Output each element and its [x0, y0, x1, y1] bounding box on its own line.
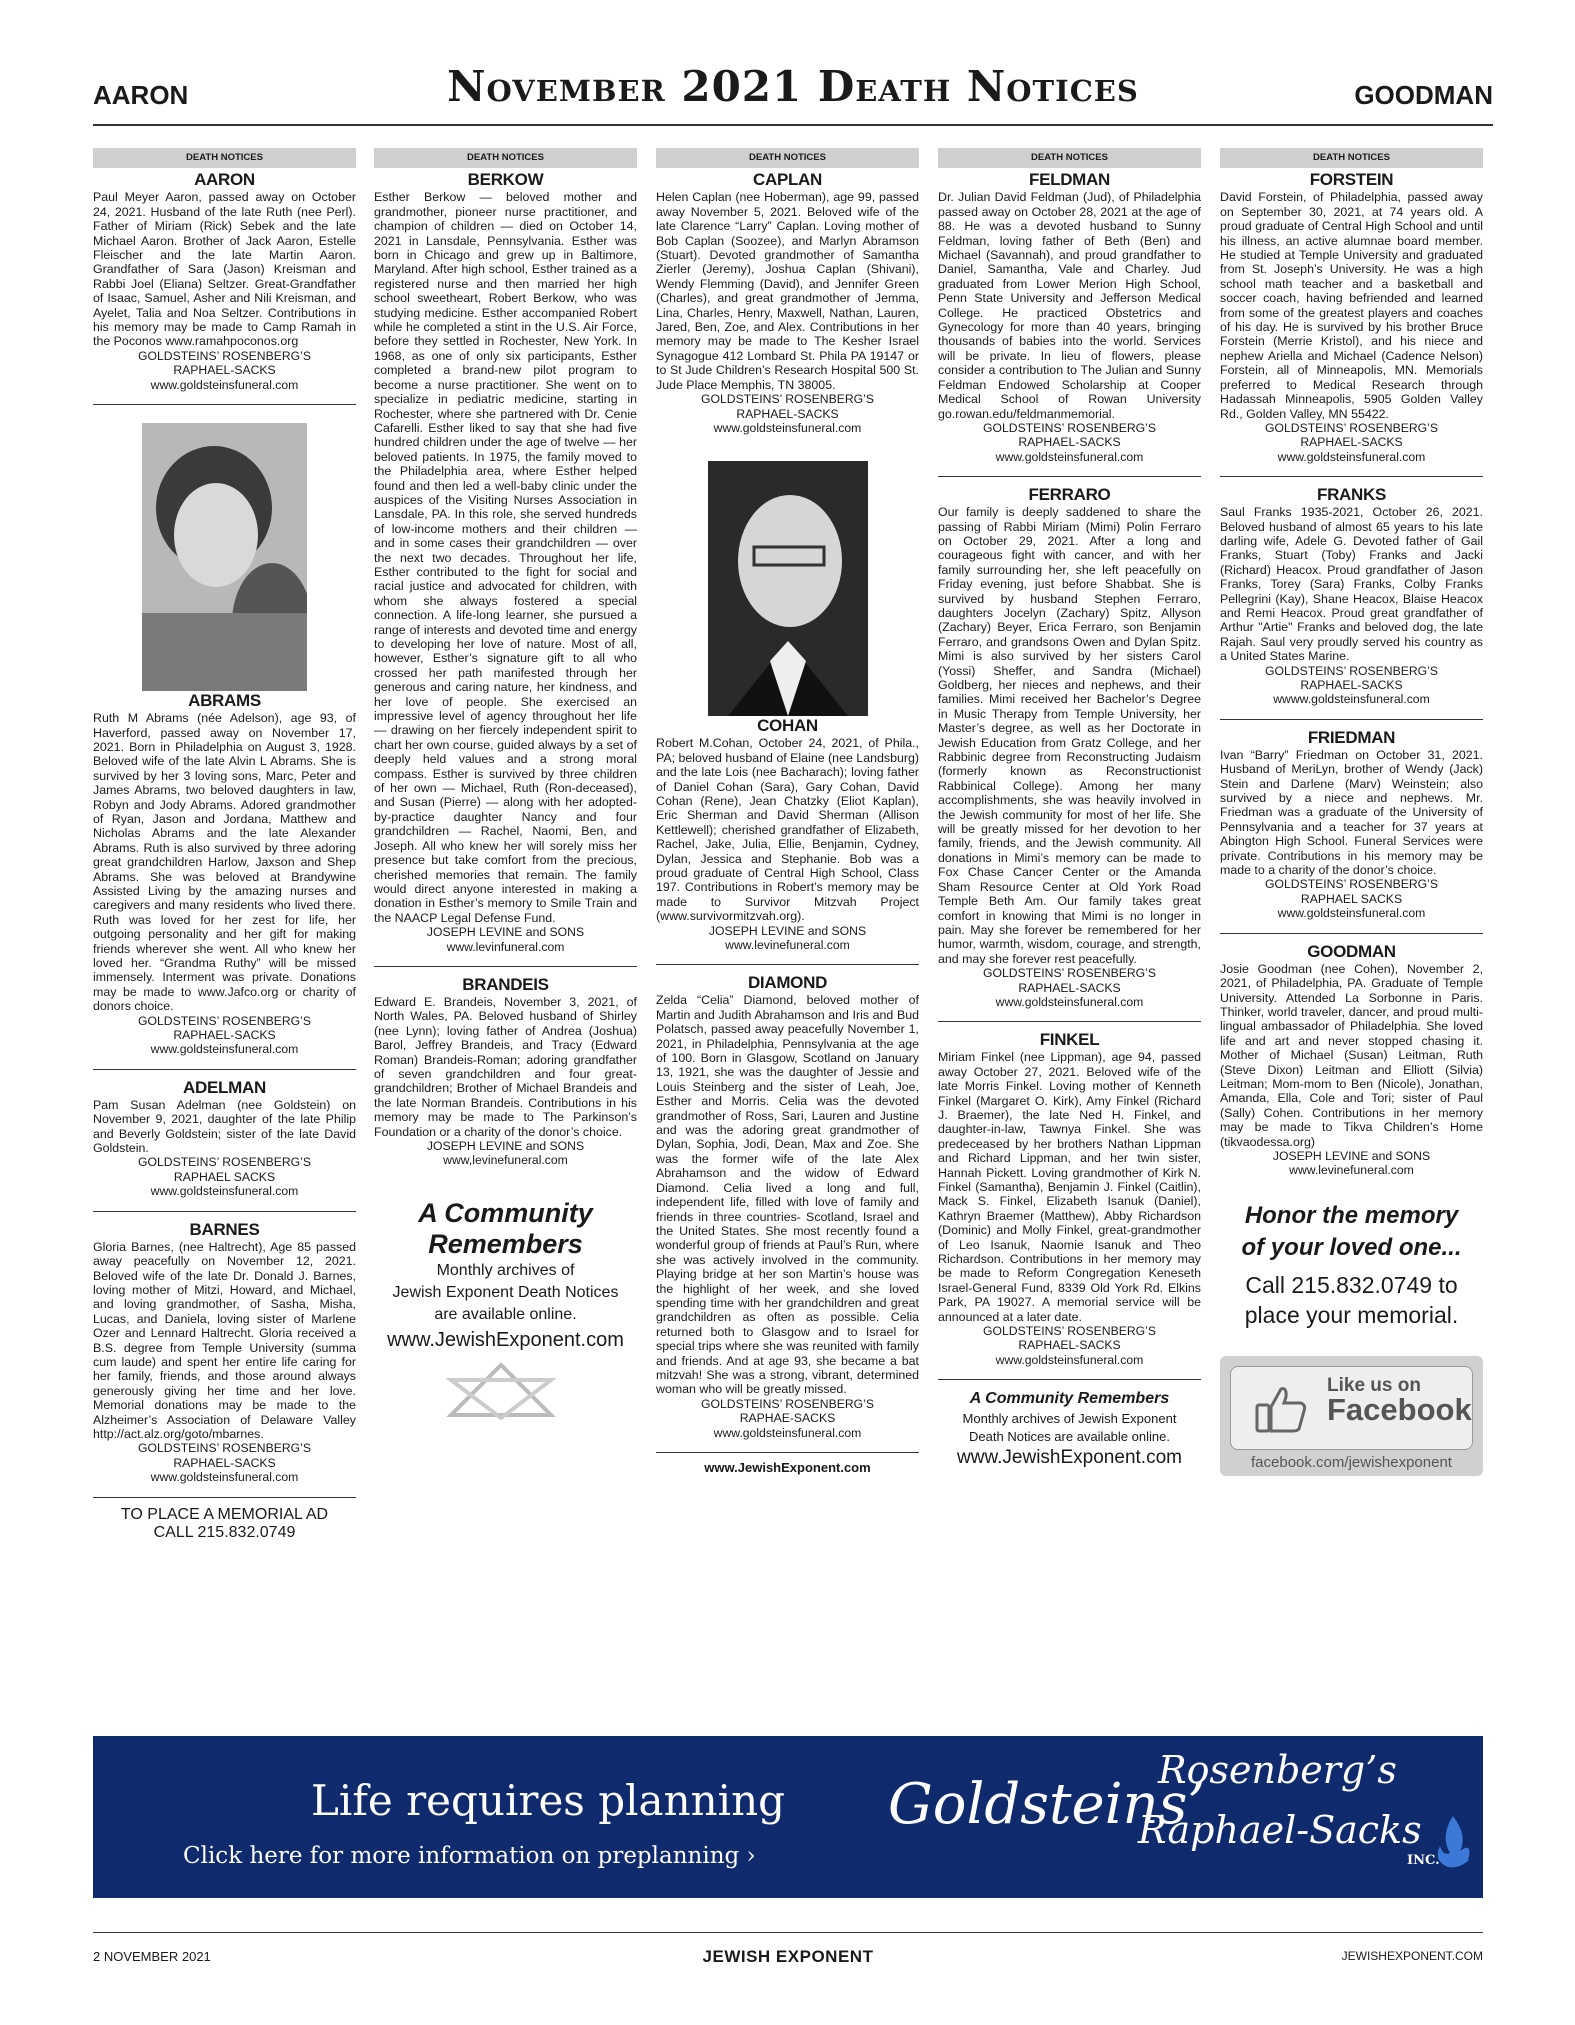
facebook-like-label: Like us on [1327, 1374, 1421, 1396]
funeral-home: GOLDSTEINS’ ROSENBERG’S RAPHAEL-SACKS www.goldsteinsfuneral.com [701, 392, 874, 435]
funeral-home: JOSEPH LEVINE and SONS www,levinefuneral.com [426, 1139, 585, 1168]
notice-name: COHAN [757, 716, 818, 736]
masthead-left-name: AARON [93, 80, 189, 110]
notice-name: BARNES [189, 1219, 260, 1239]
funeral-home: GOLDSTEINS’ ROSENBERG’S RAPHAEL-SACKS wwww.goldsteinsfuneral.com [1265, 663, 1438, 707]
notice-name: DIAMOND [747, 973, 828, 993]
column-2 [374, 148, 637, 1423]
notice-text: Saul Franks 1935-2021, October 26, 2021. Beloved husband of almost 65 years to his late darling wife, Adele G. Devoted father of Gail Franks, Stuart (Toby) Franks and Jacki (Richard) Heacox. Proud grandfather of Jason Franks, Torey (Sara) Franks, Colby Franks Pellegrini (Kay), Shane Heacox, Blaise Heacox and Remi Heacox. Proud great grandfather of Arthur "Artie" Franks and beloved dog, the late Rajah. Saul very proudly served his country as a United States Marine. [1220, 505, 1483, 664]
notice-text: Dr. Julian David Feldman (Jud), of Philadelphia passed away on October 28, 2021 at the age of 88. He was a devoted husband to Sunny Feldman, loving father of Beth (Ben) and Michael (Savannah), and proud grandfather to Daniel, Samantha, Vale and Charley. Jud graduated from Lower Merion High School, Penn State University and Jefferson Medical College. He practiced Obstetrics and Gynecology for more than 40 years, bringing thousands of babies into the world. Services will be private. In lieu of flowers, please consider a contribution to The Julian and Sunny Feldman Endowed Scholarship at Cooper Medical School of Rowan University go.rowan.edu/feldmanmemorial. [938, 190, 1201, 421]
site-url[interactable]: JEWISHEXPONENT.COM [1341, 1949, 1483, 1963]
notice-name: FELDMAN [1029, 170, 1110, 190]
notice-name: FRANKS [1316, 485, 1387, 505]
funeral-home: GOLDSTEINS’ ROSENBERG’S RAPHAEL-SACKS www.goldsteinsfuneral.com [138, 1441, 311, 1485]
notice-text: Josie Goodman (nee Cohen), November 2, 2021, of Philadelphia, PA. Graduate of Temple University. Attended La Sorbonne in Paris. Thinker, world traveler, dancer, and proud multi-lingual ambassador of Philadelphia. She loved life and art and never stopped chasing it. Mother of Michael (Susan) Leitman, Ruth (Steve Dixon) Leitman and Elliott (Silvia) Leitman; Mom-mom to Ben (Nicole), Jonathan, Amanda, Ella, Cole and Tori; sister of Paul (Sally) Cohen. Contributions in her memory may be made to Tikva Children’s Home (tikvaodessa.org) [1220, 961, 1483, 1149]
page-number-date: 2 NOVEMBER 2021 [93, 1949, 211, 1964]
divider [938, 476, 1201, 477]
divider [656, 964, 919, 965]
website-link[interactable]: www.JewishExponent.com [704, 1460, 871, 1475]
banner-headline: Life requires planning [311, 1776, 786, 1825]
banner-brand-rosenbergs: Rosenberg’s [1158, 1748, 1397, 1792]
notice-text: David Forstein, of Philadelphia, passed away on September 30, 2021, at 74 years old. A proud graduate of Central High School and until his illness, an active alumnae board member. He studied at Temple University and graduated from St. Joseph’s University. He was a high school math teacher and a basketball and soccer coach, having befriended and learned from some of the greatest players and coaches of his day. He is survived by his brother Bruce Forstein (Merrie Kristol), and his niece and nephew Ariella and Michael (Cadence Nelson) Forstein, all of Minneapolis, MN. Memorials preferred to Medical Research through Hadassah Minneapolis, 5905 Golden Valley Rd., Golden Valley, MN 55422. [1220, 190, 1483, 421]
thumbs-up-icon [1253, 1381, 1309, 1437]
section-label: DEATH NOTICES [374, 148, 637, 168]
page-title: November 2021 Death Notices [447, 62, 1139, 111]
divider [656, 1452, 919, 1453]
notice-text: Edward E. Brandeis, November 3, 2021, of North Wales, PA. Beloved husband of Shirley (nee Lynn); loving father of Andrea (Joshua) Barol, Jeffrey Brandeis, and Tracy (Edward Roman) Brandeis-Roman; adoring grandfather of seven grandchildren and four great-grandchildren; Brother of Michael Brandeis and the late Norman Brandeis. Contributions in his memory may be made to The Parkinson’s Foundation or a charity of the donor’s choice. [374, 994, 637, 1139]
portrait-photo [708, 461, 868, 716]
divider [1220, 933, 1483, 934]
memorial-ad-callout[interactable]: TO PLACE A MEMORIAL AD CALL 215.832.0749 [120, 1505, 329, 1541]
section-label: DEATH NOTICES [93, 148, 356, 168]
notice-text: Paul Meyer Aaron, passed away on October 24, 2021. Husband of the late Ruth (nee Perl). Father of Miriam (Rick) Sebek and the late Michael Aaron. Brother of Jack Aaron, Estelle Fleischer and the late Martin Aaron. Grandfather of Sara (Jason) Kreisman and Rabbi Joel (Eliana) Seltzer. Great-Grandfather of Isaac, Samuel, Asher and Nili Kreisman, and Ayelet, Talia and Noa Seltzer. Contributions in his memory may be made to Camp Ramah in the Poconos www.ramahpoconos.org [93, 190, 356, 349]
funeral-home: JOSEPH LEVINE and SONS www.levinfuneral.com [426, 925, 585, 954]
funeral-home: GOLDSTEINS’ ROSENBERG’S RAPHAEL SACKS www.goldsteinsfuneral.com [1265, 877, 1438, 921]
banner-brand-raphael-sacks: Raphael-Sacks [1138, 1808, 1422, 1852]
notice-text: Zelda “Celia” Diamond, beloved mother of Martin and Judith Abrahamson and Iris and Bud Polatsch, passed away peacefully November 1, 2021, in Philadelphia, Pennsylvania at the age of 100. Born in Glasgow, Scotland on January 13, 1921, she was the daughter of Jessie and Louis Steinberg and the sister of Leah, Joe, Esther and Morris. Celia was the devoted grandmother of Ross, Sari, Lauren and Justine and was the adoring great grandmother of Dylan, Sophia, Jodi, Dean, Max and Zoe. She was the former wife of the late Alex Abrahamson and the widow of Edward Diamond. Celia lived a long and full, independent life, filled with love of family and friends in three countries- Scotland, Israel and the United States. She most recently found a wonderful group of friends at Paul’s Run, where she was actively involved in the community. Playing bridge at her son Martin’s house was the highlight of her week, and she loved spending time with her grandchildren and great grandchildren as often as possible. Celia returned both to Glasgow and to Israel for special trips where she was reunited with family and friends. And at age 93, she became a bat mitzvah! She was a strong, vibrant, determined woman who will be greatly missed. [656, 993, 919, 1397]
notice-name: BRANDEIS [462, 974, 549, 994]
notice-text: Robert M.Cohan, October 24, 2021, of Phila., PA; beloved husband of Elaine (nee Landsburg) and the late Lois (nee Bacharach); loving father of Daniel Cohan (Sara), Gary Cohan, David Cohan (Rene), Jean Chatzky (Eliot Kaplan), Eric Sherman and David Sherman (Allison Kettlewell); cherished grandfather of Elizabeth, Rachel, Jake, Julia, Ellie, Benjamin, Cydney, Dylan, Jessica and Stephanie. Bob was a proud graduate of Central High School, Class 197. Contributions in Robert’s memory may be made to Survivor Mitzvah Project (www.survivormitzvah.org). [656, 736, 919, 924]
notice-name: ABRAMS [188, 691, 261, 711]
facebook-name: Facebook [1327, 1391, 1472, 1427]
notice-text: Ivan “Barry” Friedman on October 31, 2021. Husband of MeriLyn, brother of Wendy (Jack) Stein and Darlene (Marv) Weinstein; also survived by a niece and nephews. Mr. Friedman was a graduate of the University of Pennsylvania and a teacher for 37 years at Abington High School. Funeral Services were private. Contributions in his memory may be made to a charity of the donor’s choice. [1220, 747, 1483, 878]
funeral-home: JOSEPH LEVINE and SONS www.levinefuneral.com [708, 923, 867, 952]
portrait-photo [142, 423, 307, 691]
funeral-home: GOLDSTEINS’ ROSENBERG’S RAPHAEL-SACKS www.goldsteinsfuneral.com [138, 348, 311, 392]
banner-cta[interactable]: Click here for more information on preplanning › [183, 1843, 756, 1869]
section-label: DEATH NOTICES [938, 148, 1201, 168]
column-1 [93, 148, 356, 1542]
masthead-right-name: GOODMAN [1354, 80, 1493, 110]
funeral-home: GOLDSTEINS’ ROSENBERG’S RAPHAEL-SACKS www.goldsteinsfuneral.com [138, 1013, 311, 1057]
facebook-like-box[interactable] [1220, 1356, 1483, 1476]
divider [93, 404, 356, 405]
divider [938, 1021, 1201, 1022]
divider [1220, 476, 1483, 477]
divider [938, 1379, 1201, 1380]
notice-text: Miriam Finkel (nee Lippman), age 94, passed away October 27, 2021. Beloved wife of the late Morris Finkel. Loving mother of Kenneth Finkel (Margaret O. Kirk), Amy Finkel (Richard J. Braemer), the late Ned H. Finkel, and daughter-in-law, Tawnya Finkel. She was predeceased by her brothers Nathan Lippman and Richard Lippman, and her twin sister, Hannah Pickett. Loving grandmother of Kirk N. Finkel (Samantha), Benjamin J. Finkel (Caitlin), Mack S. Finkel, Elizabeth Isanuk (Daniel), Kathryn Braemer (Matthew), Abby Richardson (Dominic) and Molly Finkel, great-grandmother of Leo Isanuk, Naomie Isanuk and Theo Richardson. Contributions in her memory may be made to Reform Congregation Keneseth Israel-General Fund, 8339 Old York Rd. Elkins Park, PA 19027. A memorial service will be announced at a later date. [938, 1050, 1201, 1324]
section-label: DEATH NOTICES [656, 148, 919, 168]
notice-text: Ruth M Abrams (née Adelson), age 93, of Haverford, passed away on November 17, 2021. Born in Philadelphia on August 3, 1928. Beloved wife of the late Alvin L Abrams. She is survived by her 3 loving sons, Marc, Peter and James Abrams, two beloved daughters in law, Robyn and Jody Abrams. Adored grandmother of Ryan, Jason and Jordana, Matthew and Nicholas Abrams and the late Alexander Abrams. Ruth is also survived by three adoring great grandchildren Harlow, Jaxson and Shep Abrams. She was beloved at Brandywine Assisted Living by the amazing nurses and caregivers and many residents who lived there. Ruth was loved for her zest for life, her outgoing personality and her gift for making friends wherever she went. All who knew her loved her. “Grandma Ruthy” will be missed immensely. Interment was private. Donations may be made to www.Jafco.org or charity of donors choice. [93, 711, 356, 1014]
notice-text: Pam Susan Adelman (nee Goldstein) on November 9, 2021, daughter of the late Philip and Beverly Goldstein; sister of the late David Goldstein. [93, 1097, 356, 1156]
preplanning-banner-ad[interactable] [93, 1736, 1483, 1898]
banner-brand-goldsteins: Goldsteins’ [888, 1772, 1206, 1837]
notice-name: AARON [194, 170, 255, 190]
funeral-home: GOLDSTEINS’ ROSENBERG’S RAPHAEL-SACKS www.goldsteinsfuneral.com [1265, 420, 1438, 464]
masthead [93, 60, 1493, 126]
column-5 [1220, 148, 1483, 1476]
banner-brand-inc: INC. [1407, 1853, 1440, 1868]
divider [93, 1497, 356, 1498]
divider [1220, 719, 1483, 720]
community-remembers-small[interactable]: A Community Remembers Monthly archives of Jewish Exponent Death Notices are available online. www.JewishExponent.com [957, 1390, 1182, 1469]
flame-icon [1428, 1811, 1478, 1871]
notice-name: BERKOW [467, 170, 544, 190]
column-3 [656, 148, 919, 1475]
notice-name: CAPLAN [752, 170, 823, 190]
column-4 [938, 148, 1201, 1470]
notice-text: Gloria Barnes, (nee Haltrecht), Age 85 passed away peacefully on November 12, 2021. Beloved wife of the late Dr. Donald J. Barnes, loving mother of Mitzi, Howard, and Michael, and loving grandmother, of Sasha, Misha, Lucas, and Daniela, loving sister of Marlene Ozer and Lennard Haltrecht. Gloria received a B.S. degree from Temple University (summa cum laude) and spent her entire life caring for her family, friends, and those around always generously giving her time and her love. Memorial donations may be made to the Alzheimer’s Association of Delaware Valley http://act.alz.org/goto/mbarnes. [93, 1239, 356, 1441]
notice-name: FRIEDMAN [1307, 727, 1396, 747]
divider [374, 966, 637, 967]
facebook-url[interactable]: facebook.com/jewishexponent [1251, 1453, 1452, 1471]
divider [93, 1211, 356, 1212]
notice-name: ADELMAN [183, 1077, 266, 1097]
honor-memory-ad[interactable]: Honor the memory of your loved one... Call 215.832.0749 to place your memorial. [1241, 1201, 1462, 1328]
funeral-home: GOLDSTEINS’ ROSENBERG’S RAPHAE-SACKS www.goldsteinsfuneral.com [701, 1396, 874, 1440]
notice-name: FERRARO [1028, 485, 1111, 505]
notice-name: FINKEL [1039, 1030, 1100, 1050]
notice-text: Esther Berkow — beloved mother and grandmother, pioneer nurse practitioner, and champion of children — died on October 14, 2021 in Lansdale, Pennsylvania. Esther was born in Chicago and grew up in Baltimore, Maryland. After high school, Esther trained as a registered nurse and then married her high school sweetheart, Robert Berkow, who was studying medicine. Esther accompanied Robert while he completed a stint in the U.S. Air Force, before they settled in Rochester, New York. In 1968, as one of only six participants, Esther completed a brand-new pilot program to become a nurse practitioner. She went on to specialize in pediatric medicine, starting in Rochester, where she partnered with Dr. Cenie Cafarelli. Esther liked to say that she had five hundred children under the age of twelve — her beloved patients. In 1975, the family moved to the Philadelphia area, where Esther helped found and then led a well-baby clinic under the auspices of the Visiting Nurses Association in Lansdale, PA. In this role, she served hundreds of low-income mothers and their children — and in some cases their grandchildren — over the next two decades. Throughout her life, Esther contributed to the fight for social and racial justice and advocated for children, with whom she always fostered a special connection. A life-long learner, she pursued a range of interests and devoted time and energy to developing her love of nature. Most of all, however, Esther’s signature gift to all who crossed her path manifested through her generous and caring nature, her kindness, and her love of people. She exercised an impressive level of agency throughout her life — drawing on her fiercely independent spirit to chart her own course, guided always by a set of deeply held values and a strong moral compass. Esther is survived by three children of her own — Michael, Ruth (Ron-deceased), and Susan (Pierre) — along with her adopted-by-practice daughter Nancy and four grandchildren — Rachel, Naomi, Ben, and Joseph. All who knew her will sorely miss her presence but take comfort from the precious, cherished memories that remain. The family would direct anyone interested in making a donation in Esther’s memory to Smile Train and the NAACP Legal Defense Fund. [374, 190, 637, 925]
notice-name: GOODMAN [1307, 941, 1396, 961]
publication-name: JEWISH EXPONENT [702, 1947, 874, 1966]
notice-text: Helen Caplan (nee Hoberman), age 99, passed away November 5, 2021. Beloved wife of the late Clarence “Larry” Caplan. Loving mother of Bob Caplan (Soozee), and Marlyn Abramson (Stuart). Devoted grandmother of Samantha Zierler (Jeremy), Joshua Caplan (Shivani), Wendy Flemming (David), and Jennifer Green (Charles), and great grandmother of Jemma, Lina, Charles, Henry, Maxwell, Nathan, Lauren, Jared, Ben, Zoe, and Alex. Contributions in her memory may be made to The Kesher Israel Synagogue 412 Lombard St. Phila PA 19147 or to St Jude Children’s Research Hospital 500 St. Jude Place Memphis, TN 38005. [656, 190, 919, 392]
funeral-home: GOLDSTEINS’ ROSENBERG’S RAPHAEL SACKS www.goldsteinsfuneral.com [138, 1155, 311, 1199]
funeral-home: JOSEPH LEVINE and SONS www.levinefuneral.com [1272, 1148, 1431, 1178]
funeral-home: GOLDSTEINS’ ROSENBERG’S RAPHAEL-SACKS www.goldsteinsfuneral.com [983, 1324, 1156, 1367]
community-remembers-promo[interactable]: A Community Remembers Monthly archives of Jewish Exponent Death Notices are available online. www.JewishExponent.com [374, 1198, 637, 1423]
notice-text: Our family is deeply saddened to share the passing of Rabbi Miriam (Mimi) Polin Ferraro on October 29, 2021. After a long and courageous fight with cancer, and with her family surrounding her, she left peacefully on Friday evening, just before Shabbat. She is survived by husband Stephen Ferraro, daughters Jocelyn (Zachary) Spitz, Allyson (Zachary) Beyer, Erica Ferraro, son Benjamin Ferraro, and grandsons Owen and Dylan Spitz. Mimi is also survived by her sisters Carol (Yossi) Sheffer, and Sandra (Michael) Goldberg, her nieces and nephews, and their families. Mimi received her Bachelor’s Degree in Music Therapy from Temple University, her Master’s degree, as well as her Doctorate in Jewish Education from Gratz College, and her Rabbinic degree from Reconstructing Judaism (formerly known as Reconstructionist Rabbinical College). Among her many accomplishments, she was heavily involved in the Jewish community for most of her life. She will be greatly missed for her devotion to her family, friends, and the Jewish community. All donations in Mimi’s memory can be made to Fox Chase Cancer Center or the Amanda Sham Resource Center at Old York Road Temple Beth Am. Our family takes great comfort in knowing that Mimi is no longer in pain. May she forever be remembered for her humor, warmth, wisdom, courage, and strength, and may she forever rest peacefully. [938, 505, 1201, 966]
section-label: DEATH NOTICES [1220, 148, 1483, 168]
divider [93, 1069, 356, 1070]
page-footer [93, 1932, 1483, 1966]
funeral-home: GOLDSTEINS’ ROSENBERG’S RAPHAEL-SACKS www.goldsteinsfuneral.com [983, 420, 1156, 464]
funeral-home: GOLDSTEINS’ ROSENBERG’S RAPHAEL-SACKS www.goldsteinsfuneral.com [983, 966, 1156, 1009]
notice-name: FORSTEIN [1309, 170, 1394, 190]
star-of-david-icon [431, 1360, 581, 1420]
